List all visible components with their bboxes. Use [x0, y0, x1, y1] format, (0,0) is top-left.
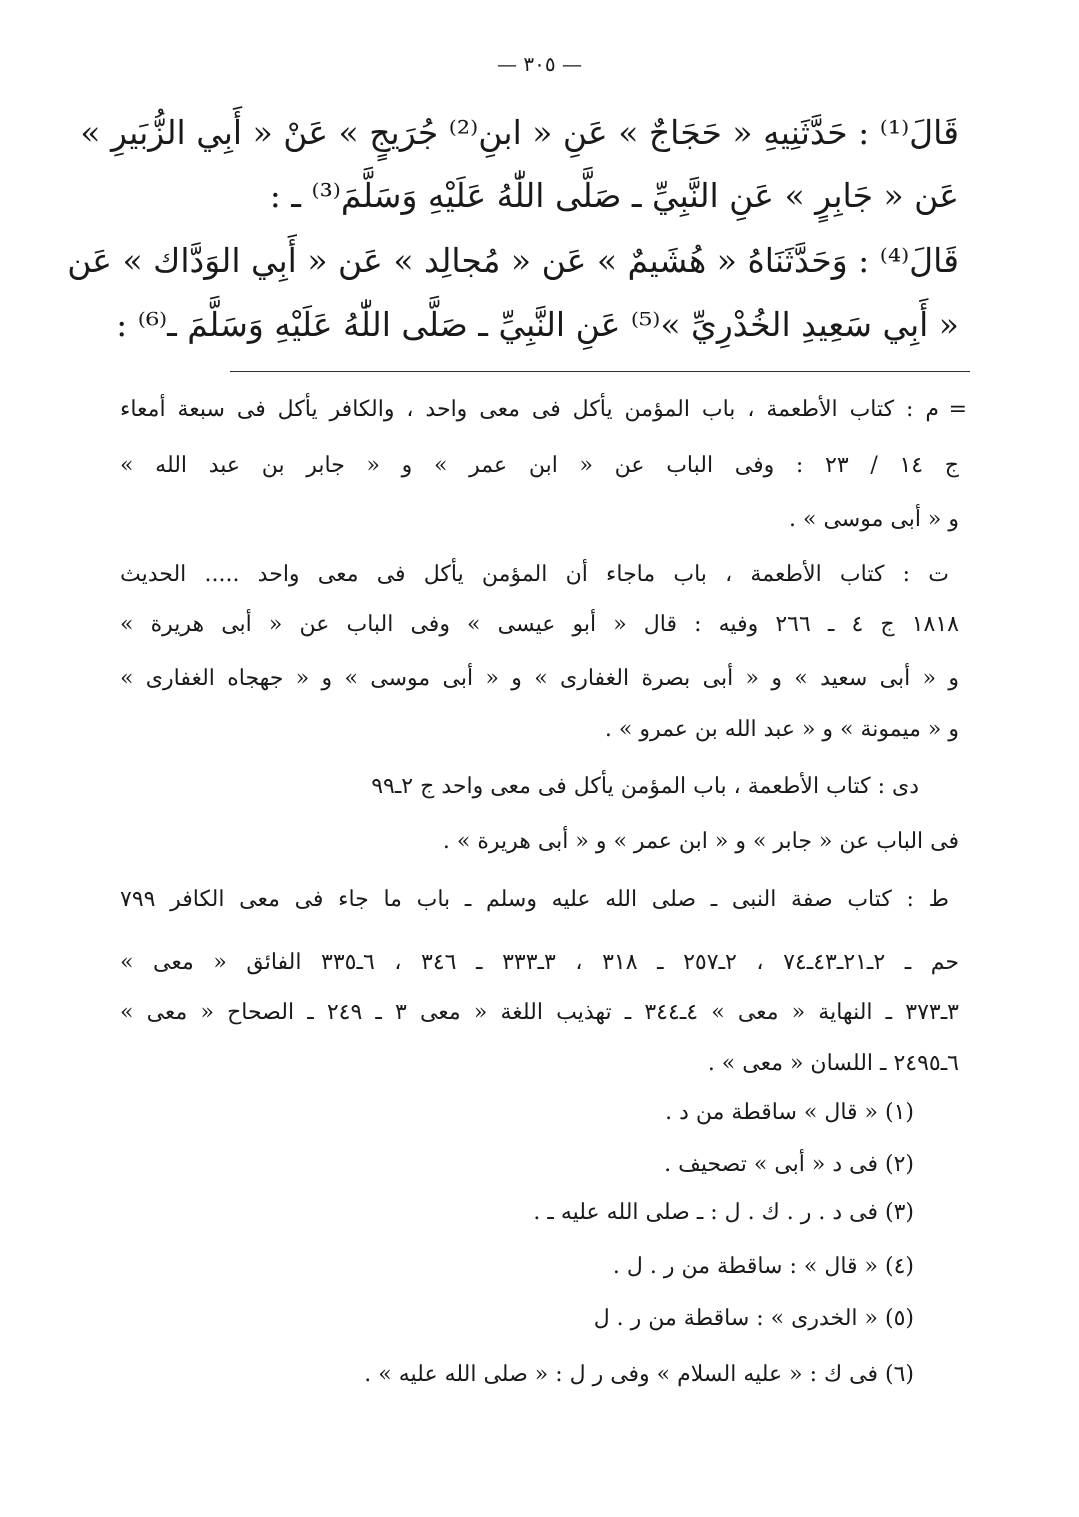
- reference-line: و « ميمونة » و « عبد الله بن عمرو » .: [604, 717, 959, 742]
- reference-line: حم ـ ٢ـ٢١ـ٤٣ـ٧٤ ، ٢ـ٢٥٧ ـ ٣١٨ ، ٣ـ٣٣٣ ـ ٣٤٦ ، ٦ـ٣٣٥ الفائق « معى »: [120, 950, 960, 975]
- footnote-1: (١) « قال » ساقطة من د .: [665, 1100, 914, 1125]
- footnote-5: (٥) « الخدرى » : ساقطة من ر . ل: [593, 1306, 914, 1331]
- page-number: — ٣٠٥ —: [497, 52, 582, 76]
- footnote-3: (٣) فى د . ر . ك . ل : ـ صلى الله عليه ـ .: [533, 1200, 914, 1225]
- reference-line: ١٨١٨ ج ٤ ـ ٢٦٦ وفيه : قال « أبو عيسى » وفى الباب عن « أبى هريرة »: [120, 612, 959, 637]
- reference-line: و « أبى موسى » .: [789, 507, 959, 532]
- reference-line: ٣ـ٣٧٣ ـ النهاية « معى » ٤ـ٣٤٤ ـ تهذيب اللغة « معى ٣ ـ ٢٤٩ ـ الصحاح « معى »: [120, 1000, 959, 1025]
- separator-rule: [230, 371, 970, 372]
- continuation-mark: =: [948, 397, 967, 422]
- main-text-line: عَن « جَابِرٍ » عَنِ النَّبِيِّ ـ صَلَّى اللّٰهُ عَلَيْهِ وَسَلَّمَ⁽³⁾ ـ :: [269, 176, 959, 215]
- reference-line: ج ١٤ / ٢٣ : وفى الباب عن « ابن عمر » و « جابر بن عبد الله »: [120, 453, 959, 478]
- reference-line: ت : كتاب الأطعمة ، باب ماجاء أن المؤمن يأكل فى معى واحد ..... الحديث: [120, 562, 949, 587]
- footnote-4: (٤) « قال » : ساقطة من ر . ل .: [612, 1254, 914, 1279]
- footnote-2: (٢) فى د « أبى » تصحيف .: [664, 1152, 914, 1177]
- reference-line: ٦ـ٢٤٩٥ ـ اللسان « معى » .: [707, 1051, 959, 1076]
- main-text-line: قَالَ⁽⁴⁾ : وَحَدَّثَنَاهُ « هُشَيمٌ » عَن « مُجالِد » عَن « أَبِي الوَدَّاك » عَن: [67, 241, 959, 280]
- main-text-line: قَالَ⁽¹⁾ : حَدَّثَنِيهِ « حَجَاجٌ » عَنِ « ابنِ⁽²⁾ جُرَيجٍ » عَنْ « أَبِي الزُّبَيرِ »: [80, 113, 959, 152]
- reference-line: دى : كتاب الأطعمة ، باب المؤمن يأكل فى معى واحد ج ٢ـ٩٩: [371, 774, 919, 799]
- footnote-6: (٦) فى ك : « عليه السلام » وفى ر ل : « صلى الله عليه » .: [364, 1362, 914, 1387]
- reference-line: و « أبى سعيد » و « أبى بصرة الغفارى » و « أبى موسى » و « جهجاه الغفارى »: [120, 666, 959, 691]
- reference-line: ط : كتاب صفة النبى ـ صلى الله عليه وسلم ـ باب ما جاء فى معى الكافر ٧٩٩: [120, 887, 949, 912]
- main-text-line: « أَبِي سَعِيدِ الخُدْرِيِّ »⁽⁵⁾ عَنِ النَّبِيِّ ـ صَلَّى اللّٰهُ عَلَيْهِ وَسَلَّمَ ـ⁽⁶⁾ :: [116, 305, 959, 344]
- reference-line: فى الباب عن « جابر » و « ابن عمر » و « أبى هريرة » .: [442, 829, 959, 854]
- reference-line: م : كتاب الأطعمة ، باب المؤمن يأكل فى معى واحد ، والكافر يأكل فى سبعة أمعاء: [120, 397, 939, 422]
